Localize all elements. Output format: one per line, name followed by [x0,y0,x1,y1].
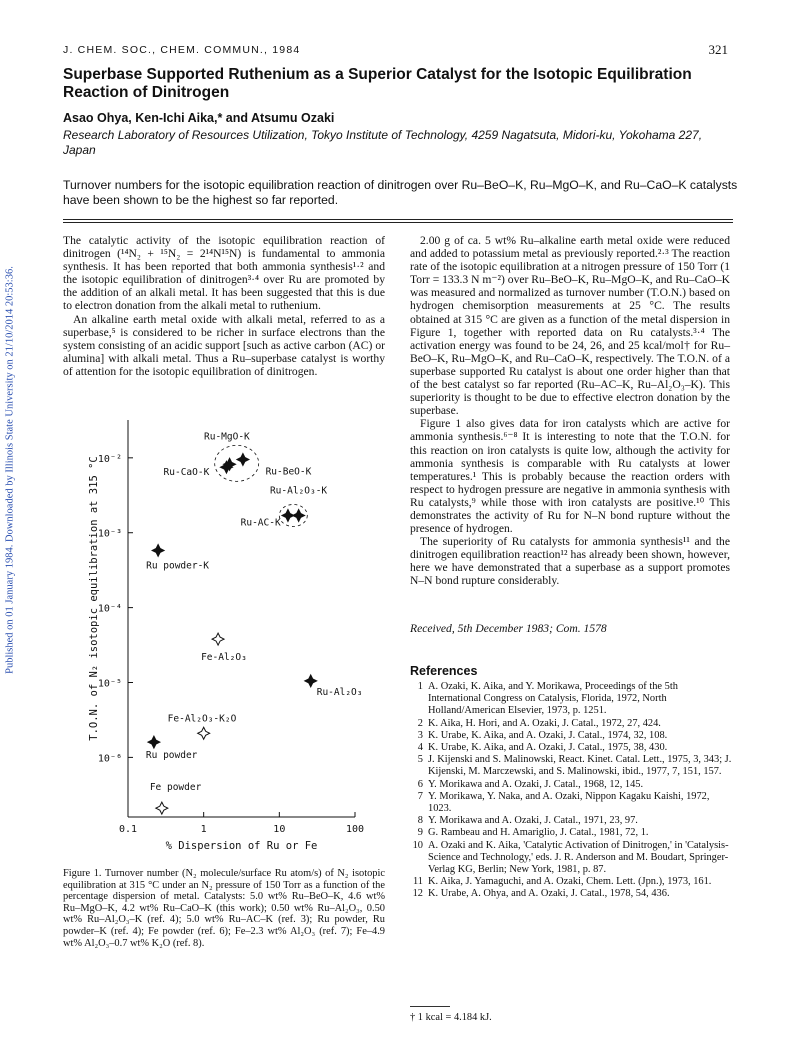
left-column [63,234,385,378]
abstract-rule-top [63,219,733,220]
reference-number: 5 [417,754,423,766]
scatter-chart [63,410,393,870]
reference-list [410,681,732,901]
reference-text: A. Ozaki and K. Aika, 'Catalytic Activation of Dinitrogen,' in 'Catalysis-Science and Technology,' eds. J. R. Anderson and M. Boudart, Springer-Verlag KG, Berlin; New York, 1981, p. 87. [428,839,729,876]
x-tick-label: 1 [200,824,207,835]
abstract-rule-bottom [63,222,733,223]
paragraph: The superiority of Ru catalysts for ammonia synthesis¹¹ and the dinitrogen equilibration reaction¹² has already been shown, however, here we have demonstrated that a superbase as a support promotes N–N bond rupture considerably. [410,535,730,588]
x-axis-label: % Dispersion of Ru or Fe [165,840,318,852]
data-point [156,802,168,814]
reference-text: K. Aika, H. Hori, and A. Ozaki, J. Catal., 1972, 27, 424. [428,717,661,729]
reference-number: 4 [417,742,423,754]
figure-caption: Figure 1. Turnover number (N₂ molecule/surface Ru atom/s) of N₂ isotopic equilibration at 315 °C under an N₂ pressure of 150 Torr as a function of the percentage dispersion of metal. Catalysts: 5.0 wt% Ru–BeO–K, 4.6 wt% Ru–MgO–K, 4.2 wt% Ru–CaO–K (this work); 0.50 wt% Ru–Al₂O₃, 0.50 wt% Ru–Al₂O₃–K (ref. 4); 5.0 wt% Ru–AC–K (ref. 3); Ru powder, Ru powder–K (ref. 4); Fe powder (ref. 6); Fe–2.3 wt% Al₂O₃ (ref. 7); Fe–4.9 wt% Al₂O₃–0.7 wt% K₂O (ref. 8). [63,868,385,949]
reference-number: 8 [417,815,423,827]
x-tick-label: 0.1 [118,824,138,835]
received-date: Received, 5th December 1983; Com. 1578 [410,622,607,635]
point-label: Ru-MgO-K [204,431,250,443]
paragraph: Figure 1 also gives data for iron catalysts which are active for ammonia synthesis.⁶⁻⁸ It is interesting to note that the T.O.N. for this reaction on iron catalysts is quite low, although the activity for ammonia synthesis is comparable with Ru catalysts at lower temperatures.¹ This is probably because the reaction orders with respect to hydrogen pressure are negative in ammonia synthesis with Ru catalysts,⁹ while those with iron catalysts are positive.¹⁰ This demonstrates the activity of Ru for N–N bond rupture without the presence of hydrogen. [410,417,730,536]
y-tick-label: 10⁻⁴ [97,603,122,615]
reference-number: 3 [417,729,423,741]
x-tick-label: 100 [345,824,365,835]
abstract: Turnover numbers for the isotopic equilibration reaction of dinitrogen over Ru–BeO–K, Ru–MgO–K, and Ru–CaO–K catalysts have been shown to be the highest so far reported. [63,178,738,207]
reference-text: K. Urabe, K. Aika, and A. Ozaki, J. Catal., 1975, 38, 430. [428,742,668,754]
affiliation: Research Laboratory of Resources Utilization, Tokyo Institute of Technology, 4259 Nagatsuta, Midori-ku, Yokohama 227, Japan [63,128,703,157]
reference-item [410,888,732,900]
reference-item [410,681,732,718]
footnote-rule [410,1006,450,1007]
data-point [293,509,305,521]
group-ellipse [215,445,259,481]
data-point [237,453,249,465]
paragraph: An alkaline earth metal oxide with alkali metal, referred to as a superbase,⁵ is considered to be richer in surface electrons than the system consisting of an acidic support [such as active carbon (AC) or alumina] with alkali metal. Thus a Ru–superbase catalyst is worthy of attention for the isotopic equilibration of dinitrogen. [63,312,385,378]
reference-text: K. Aika, J. Yamaguchi, and A. Ozaki, Chem. Lett. (Jpn.), 1973, 161. [428,876,712,888]
reference-number: 10 [412,839,423,851]
page-number: 321 [708,42,728,57]
reference-item [410,791,732,815]
reference-text: J. Kijenski and S. Malinowski, React. Kinet. Catal. Lett., 1975, 3, 343; J. Kijenski, M. Marczewski, and S. Malinowski, ibid., 1977, 7, 151, 157. [428,754,732,778]
reference-number: 6 [417,778,423,790]
article-title: Superbase Supported Ruthenium as a Superior Catalyst for the Isotopic Equilibration Reaction of Dinitrogen [63,66,692,101]
reference-number: 9 [417,827,423,839]
footnote: † 1 kcal = 4.184 kJ. [410,1012,492,1023]
paragraph: 2.00 g of ca. 5 wt% Ru–alkaline earth metal oxide were reduced and added to potassium metal as previously reported.²·³ The reaction rate of the isotopic equilibration at a nitrogen pressure of 150 Torr (1 Torr = 133.3 N m⁻²) over Ru–BeO–K, Ru–MgO–K, and Ru–CaO–K was measured and normalized as turnover number (T.O.N.) based on hydrogen chemisorption measurements at 25 °C. The results obtained at 315 °C are given as a function of the metal dispersion in Figure 1, together with reported data on Ru catalysts.³·⁴ The activation energy was found to be 24, 26, and 25 kcal/mol† for Ru–BeO–K, Ru–MgO–K, and Ru–CaO–K, respectively. The T.O.N. of a superbase supported Ru catalyst is about one order higher than that of the best catalyst so far reported (Ru–AC–K, Ru–Al₂O₃–K). This superiority is thought to be due to effective electron donation by the superbase. [410,234,730,418]
download-note-text[interactable]: Published on 01 January 1984. Downloaded by Illinois State University on 21/10/2014 20:53:36. [4,266,16,674]
references-heading: References [410,664,478,678]
y-tick-label: 10⁻⁵ [97,678,122,690]
reference-item [410,779,732,791]
y-tick-label: 10⁻³ [97,528,122,540]
point-label: Ru powder-K [146,560,210,572]
x-tick-label: 10 [273,824,286,835]
reference-item [410,754,732,778]
y-tick-label: 10⁻² [97,453,122,465]
data-point [148,736,160,748]
reference-number: 1 [417,681,423,692]
point-label: Ru-Al₂O₃-K [269,485,328,497]
reference-item [410,815,732,827]
y-axis-label: T.O.N. of N₂ isotopic equilibration at 315 °C [88,456,100,741]
point-label: Fe-Al₂O₃ [201,652,247,664]
reference-item [410,718,732,730]
reference-item [410,876,732,888]
point-label: Fe-Al₂O₃-K₂O [167,713,237,725]
reference-item [410,827,732,839]
reference-number: 7 [417,790,423,802]
y-tick-label: 10⁻⁶ [97,753,122,765]
running-head: J. CHEM. SOC., CHEM. COMMUN., 1984 [63,44,301,56]
reference-number: 12 [412,888,423,900]
reference-text: K. Urabe, A. Ohya, and A. Ozaki, J. Catal., 1978, 54, 436. [428,888,670,900]
authors: Asao Ohya, Ken-Ichi Aika,* and Atsumu Ozaki [63,111,335,125]
right-column [410,234,730,588]
reference-text: Y. Morikawa, Y. Naka, and A. Ozaki, Nippon Kagaku Kaishi, 1972, 1023. [428,790,710,815]
point-label: Ru-BeO-K [265,466,312,478]
figure-1 [63,410,393,870]
reference-text: K. Urabe, K. Aika, and A. Ozaki, J. Catal., 1974, 32, 108. [428,729,668,741]
reference-item [410,840,732,877]
data-point [198,727,210,739]
reference-number: 2 [417,717,423,729]
reference-text: Y. Morikawa and A. Ozaki, J. Catal., 1971, 23, 97. [428,815,638,827]
reference-item [410,730,732,742]
point-label: Fe powder [149,782,202,794]
point-label: Ru powder [145,750,198,762]
point-label: Ru-Al₂O₃ [316,686,363,698]
reference-text: Y. Morikawa and A. Ozaki, J. Catal., 1968, 12, 145. [428,778,644,790]
reference-item [410,742,732,754]
reference-number: 11 [412,876,423,888]
paragraph: The catalytic activity of the isotopic equilibration reaction of dinitrogen (¹⁴N₂ + ¹⁵N₂ = 2¹⁴N¹⁵N) is fundamental to ammonia synthesis. It has been reported that both ammonia synthesis¹·² and the isotopic equilibration of dinitrogen³·⁴ over Ru are promoted by the addition of an alkali metal. It has been suggested that this is due to electron donation from the alkali metal to ruthenium. [63,234,385,313]
point-label: Ru-AC-K [240,517,281,529]
data-point [212,633,224,645]
download-note[interactable] [3,210,17,730]
data-point [152,544,164,556]
data-point [305,675,317,687]
point-label: Ru-CaO-K [163,467,210,479]
reference-text: G. Rambeau and H. Amariglio, J. Catal., 1981, 72, 1. [428,827,649,839]
reference-text: A. Ozaki, K. Aika, and Y. Morikawa, Proceedings of the 5th International Congress on Catalysis, Florida, 1972, North Holland/American Elsevier, 1973, p. 1251. [428,681,678,717]
